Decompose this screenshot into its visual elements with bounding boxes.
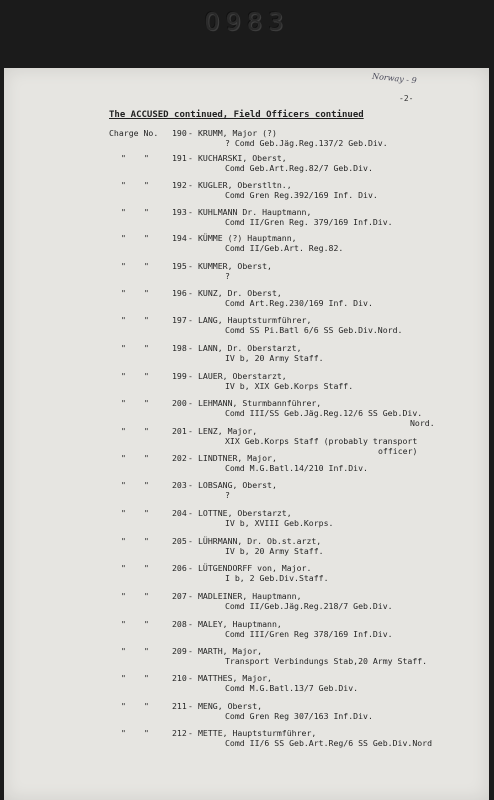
accused-unit: ? Comd Geb.Jäg.Reg.137/2 Geb.Div. xyxy=(225,138,388,148)
ditto-mark: " xyxy=(144,480,149,490)
accused-name-rank: LÜHRMANN, Dr. Ob.st.arzt, xyxy=(198,536,322,546)
accused-name-rank: MALEY, Hauptmann, xyxy=(198,619,282,629)
accused-name-rank: MENG, Oberst, xyxy=(198,701,263,711)
ditto-mark: " xyxy=(144,619,149,629)
section-heading: The ACCUSED continued, Field Officers continued xyxy=(109,110,364,120)
accused-name-rank: LEHMANN, Sturmbannführer, xyxy=(198,398,322,408)
ditto-mark: " xyxy=(121,180,126,190)
separator-dash: - xyxy=(188,343,193,353)
accused-unit: Comd II/Gren Reg. 379/169 Inf.Div. xyxy=(225,217,393,227)
ditto-mark: " xyxy=(121,536,126,546)
separator-dash: - xyxy=(188,673,193,683)
ditto-mark: " xyxy=(121,398,126,408)
ditto-mark: " xyxy=(144,563,149,573)
page-number: -2- xyxy=(399,94,414,103)
ditto-mark: " xyxy=(144,536,149,546)
separator-dash: - xyxy=(188,288,193,298)
separator-dash: - xyxy=(188,728,193,738)
separator-dash: - xyxy=(188,619,193,629)
ditto-mark: " xyxy=(121,288,126,298)
charge-number: 198 xyxy=(172,343,187,353)
accused-unit: Comd II/Geb.Art. Reg.82. xyxy=(225,243,344,253)
ditto-mark: " xyxy=(121,619,126,629)
accused-unit: Comd Art.Reg.230/169 Inf. Div. xyxy=(225,298,373,308)
accused-unit: Comd Gren Reg 307/163 Inf.Div. xyxy=(225,711,373,721)
ditto-mark: " xyxy=(121,508,126,518)
charge-number: 191 xyxy=(172,153,187,163)
charge-number: 201 xyxy=(172,426,187,436)
separator-dash: - xyxy=(188,591,193,601)
separator-dash: - xyxy=(188,480,193,490)
ditto-mark: " xyxy=(144,233,149,243)
ditto-mark: " xyxy=(121,728,126,738)
charge-number: 193 xyxy=(172,207,187,217)
ditto-mark: " xyxy=(144,315,149,325)
ditto-mark: " xyxy=(144,398,149,408)
accused-unit: Comd M.G.Batl.13/7 Geb.Div. xyxy=(225,683,359,693)
ditto-mark: " xyxy=(144,673,149,683)
accused-name-rank: LINDTNER, Major, xyxy=(198,453,277,463)
ditto-mark: " xyxy=(121,426,126,436)
accused-unit: Comd III/Gren Reg 378/169 Inf.Div. xyxy=(225,629,393,639)
ditto-mark: " xyxy=(121,371,126,381)
separator-dash: - xyxy=(188,371,193,381)
ditto-mark: " xyxy=(144,153,149,163)
microfilm-frame-number: 0983 xyxy=(204,8,290,36)
ditto-mark: " xyxy=(121,480,126,490)
charge-number: 205 xyxy=(172,536,187,546)
accused-unit: Comd M.G.Batl.14/210 Inf.Div. xyxy=(225,463,368,473)
accused-unit: IV b, XIX Geb.Korps Staff. xyxy=(225,381,354,391)
accused-unit: Comd II/6 SS Geb.Art.Reg/6 SS Geb.Div.Nord xyxy=(225,738,433,748)
ditto-mark: " xyxy=(121,591,126,601)
accused-unit-continued: Nord. xyxy=(410,418,435,428)
charge-number: 209 xyxy=(172,646,187,656)
charge-number: 208 xyxy=(172,619,187,629)
ditto-mark: " xyxy=(144,701,149,711)
accused-name-rank: KUCHARSKI, Oberst, xyxy=(198,153,287,163)
ditto-mark: " xyxy=(144,591,149,601)
charge-prefix: Charge No. xyxy=(109,128,159,138)
charge-number: 207 xyxy=(172,591,187,601)
separator-dash: - xyxy=(188,646,193,656)
separator-dash: - xyxy=(188,315,193,325)
accused-name-rank: KUMMER, Oberst, xyxy=(198,261,272,271)
separator-dash: - xyxy=(188,128,193,138)
ditto-mark: " xyxy=(121,207,126,217)
charge-number: 202 xyxy=(172,453,187,463)
accused-unit: XIX Geb.Korps Staff (probably transport xyxy=(225,436,418,446)
ditto-mark: " xyxy=(144,728,149,738)
charge-number: 199 xyxy=(172,371,187,381)
ditto-mark: " xyxy=(121,343,126,353)
separator-dash: - xyxy=(188,563,193,573)
accused-name-rank: LANN, Dr. Oberstarzt, xyxy=(198,343,302,353)
charge-number: 196 xyxy=(172,288,187,298)
charge-number: 210 xyxy=(172,673,187,683)
ditto-mark: " xyxy=(144,343,149,353)
accused-name-rank: MARTH, Major, xyxy=(198,646,263,656)
accused-unit: ? xyxy=(225,490,230,500)
charge-number: 192 xyxy=(172,180,187,190)
charge-number: 194 xyxy=(172,233,187,243)
accused-name-rank: KUNZ, Dr. Oberst, xyxy=(198,288,282,298)
separator-dash: - xyxy=(188,398,193,408)
ditto-mark: " xyxy=(121,153,126,163)
charge-number: 212 xyxy=(172,728,187,738)
accused-unit: Comd Gren Reg.392/169 Inf. Div. xyxy=(225,190,378,200)
ditto-mark: " xyxy=(121,261,126,271)
ditto-mark: " xyxy=(144,261,149,271)
ditto-mark: " xyxy=(144,508,149,518)
accused-unit-continued: officer) xyxy=(378,446,418,456)
accused-name-rank: LANG, Hauptsturmführer, xyxy=(198,315,312,325)
accused-unit: I b, 2 Geb.Div.Staff. xyxy=(225,573,329,583)
ditto-mark: " xyxy=(144,288,149,298)
ditto-mark: " xyxy=(144,371,149,381)
charge-number: 211 xyxy=(172,701,187,711)
charge-number: 195 xyxy=(172,261,187,271)
accused-name-rank: MATTHES, Major, xyxy=(198,673,272,683)
charge-number: 197 xyxy=(172,315,187,325)
accused-name-rank: KUGLER, Oberstltn., xyxy=(198,180,292,190)
accused-name-rank: LAUER, Oberstarzt, xyxy=(198,371,287,381)
charge-number: 204 xyxy=(172,508,187,518)
accused-unit: Comd Geb.Art.Reg.82/7 Geb.Div. xyxy=(225,163,373,173)
handwritten-corner-note: Norway - 9 xyxy=(371,71,418,86)
ditto-mark: " xyxy=(121,233,126,243)
separator-dash: - xyxy=(188,180,193,190)
accused-unit: Comd SS Pi.Batl 6/6 SS Geb.Div.Nord. xyxy=(225,325,403,335)
separator-dash: - xyxy=(188,233,193,243)
accused-name-rank: KUHLMANN Dr. Hauptmann, xyxy=(198,207,312,217)
accused-name-rank: LÜTGENDORFF von, Major. xyxy=(198,563,312,573)
separator-dash: - xyxy=(188,426,193,436)
ditto-mark: " xyxy=(144,453,149,463)
accused-unit: Comd II/Geb.Jäg.Reg.218/7 Geb.Div. xyxy=(225,601,393,611)
ditto-mark: " xyxy=(121,701,126,711)
accused-unit: IV b, 20 Army Staff. xyxy=(225,546,324,556)
separator-dash: - xyxy=(188,536,193,546)
accused-unit: Comd III/SS Geb.Jäg.Reg.12/6 SS Geb.Div. xyxy=(225,408,423,418)
ditto-mark: " xyxy=(121,673,126,683)
separator-dash: - xyxy=(188,701,193,711)
ditto-mark: " xyxy=(121,453,126,463)
ditto-mark: " xyxy=(144,426,149,436)
ditto-mark: " xyxy=(121,646,126,656)
ditto-mark: " xyxy=(121,563,126,573)
accused-name-rank: KÜMME (?) Hauptmann, xyxy=(198,233,297,243)
separator-dash: - xyxy=(188,207,193,217)
ditto-mark: " xyxy=(144,646,149,656)
accused-unit: IV b, XVIII Geb.Korps. xyxy=(225,518,334,528)
accused-name-rank: LOTTNE, Oberstarzt, xyxy=(198,508,292,518)
ditto-mark: " xyxy=(121,315,126,325)
accused-name-rank: LENZ, Major, xyxy=(198,426,258,436)
accused-name-rank: METTE, Hauptsturmführer, xyxy=(198,728,317,738)
separator-dash: - xyxy=(188,153,193,163)
accused-name-rank: MADLEINER, Hauptmann, xyxy=(198,591,302,601)
accused-unit: ? xyxy=(225,271,230,281)
accused-unit: IV b, 20 Army Staff. xyxy=(225,353,324,363)
ditto-mark: " xyxy=(144,180,149,190)
charge-number: 203 xyxy=(172,480,187,490)
accused-name-rank: KRUMM, Major (?) xyxy=(198,128,277,138)
accused-name-rank: LOBSANG, Oberst, xyxy=(198,480,277,490)
charge-number: 200 xyxy=(172,398,187,408)
ditto-mark: " xyxy=(144,207,149,217)
separator-dash: - xyxy=(188,453,193,463)
separator-dash: - xyxy=(188,508,193,518)
charge-number: 190 xyxy=(172,128,187,138)
separator-dash: - xyxy=(188,261,193,271)
charge-number: 206 xyxy=(172,563,187,573)
accused-unit: Transport Verbindungs Stab,20 Army Staff. xyxy=(225,656,428,666)
